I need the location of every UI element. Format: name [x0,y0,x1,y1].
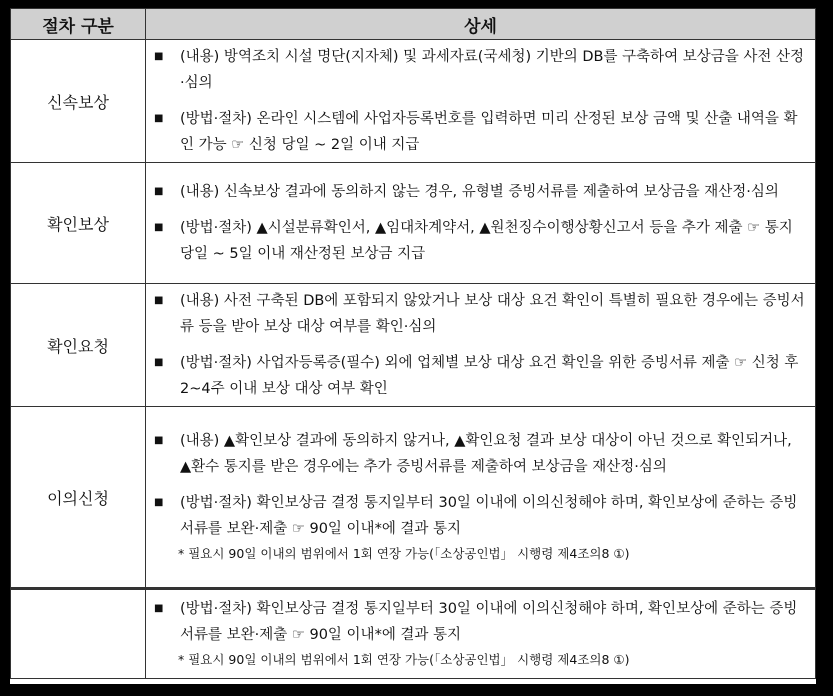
procedure-table [10,8,816,679]
bullet-icon: ■ [154,51,164,62]
row-detail [146,163,816,284]
bullet-icon: ■ [154,295,164,306]
list-item: ■ (내용) 신속보상 결과에 동의하지 않는 경우, 유형별 증빙서류를 제출하여 보상금을 재산정·심의 [154,179,807,205]
table-row [11,163,816,284]
header-detail: 상세 [146,9,816,40]
document-frame [10,8,816,684]
bullet-icon: ■ [154,357,164,368]
row-category: 신속보상 [11,40,146,163]
list-item: ■ (방법·절차) 온라인 시스템에 사업자등록번호를 입력하면 미리 산정된 보상 금액 및 산출 내역을 확인 가능 ☞ 신청 당일 ~ 2일 이내 지급 [154,106,807,158]
row-detail [146,284,816,407]
list-item: ■ (방법·절차) 확인보상금 결정 통지일부터 30일 이내에 이의신청해야 하며, 확인보상에 준하는 증빙서류를 보완·제출 ☞ 90일 이내*에 결과 통지 [154,596,807,648]
list-item: ■ (내용) 방역조치 시설 명단(지자체) 및 과세자료(국세청) 기반의 DB를 구축하여 보상금을 사전 산정·심의 [154,44,807,96]
row-category: 확인보상 [11,163,146,284]
row-category: 이의신청 [11,407,146,589]
bullet-icon: ■ [154,222,164,233]
table-row [11,284,816,407]
header-category: 절차 구분 [11,9,146,40]
row-detail [146,40,816,163]
bullet-icon: ■ [154,113,164,124]
list-item: ■ (방법·절차) ▲시설분류확인서, ▲임대차계약서, ▲원천징수이행상황신고서 등을 추가 제출 ☞ 통지 당일 ~ 5일 이내 재산정된 보상금 지급 [154,215,807,267]
bullet-icon: ■ [154,497,164,508]
bullet-icon: ■ [154,603,164,614]
row-category-empty [11,589,146,679]
list-item: ■ (방법·절차) 확인보상금 결정 통지일부터 30일 이내에 이의신청해야 하며, 확인보상에 준하는 증빙서류를 보완·제출 ☞ 90일 이내*에 결과 통지 [154,490,807,542]
footnote: * 필요시 90일 이내의 범위에서 1회 연장 가능(「소상공인법」 시행령 제4조의8 ①) [178,652,630,667]
list-item: ■ (내용) ▲확인보상 결과에 동의하지 않거나, ▲확인요청 결과 보상 대상이 아닌 것으로 확인되거나, ▲환수 통지를 받은 경우에는 추가 증빙서류를 제출하여 보상금을 재산정·심의 [154,428,807,480]
list-item: ■ (방법·절차) 사업자등록증(필수) 외에 업체별 보상 대상 요건 확인을 위한 증빙서류 제출 ☞ 신청 후 2~4주 이내 보상 대상 여부 확인 [154,350,807,402]
row-category: 확인요청 [11,284,146,407]
table-row [11,407,816,589]
row-detail [146,589,816,679]
list-item: ■ (내용) 사전 구축된 DB에 포함되지 않았거나 보상 대상 요건 확인이 특별히 필요한 경우에는 증빙서류 등을 받아 보상 대상 여부를 확인·심의 [154,288,807,340]
table-header-row [11,9,816,40]
bullet-icon: ■ [154,435,164,446]
footnote: * 필요시 90일 이내의 범위에서 1회 연장 가능(「소상공인법」 시행령 제4조의8 ①) [178,546,630,561]
table-row [11,40,816,163]
table-row-repeat [11,589,816,679]
row-detail [146,407,816,589]
bullet-icon: ■ [154,186,164,197]
